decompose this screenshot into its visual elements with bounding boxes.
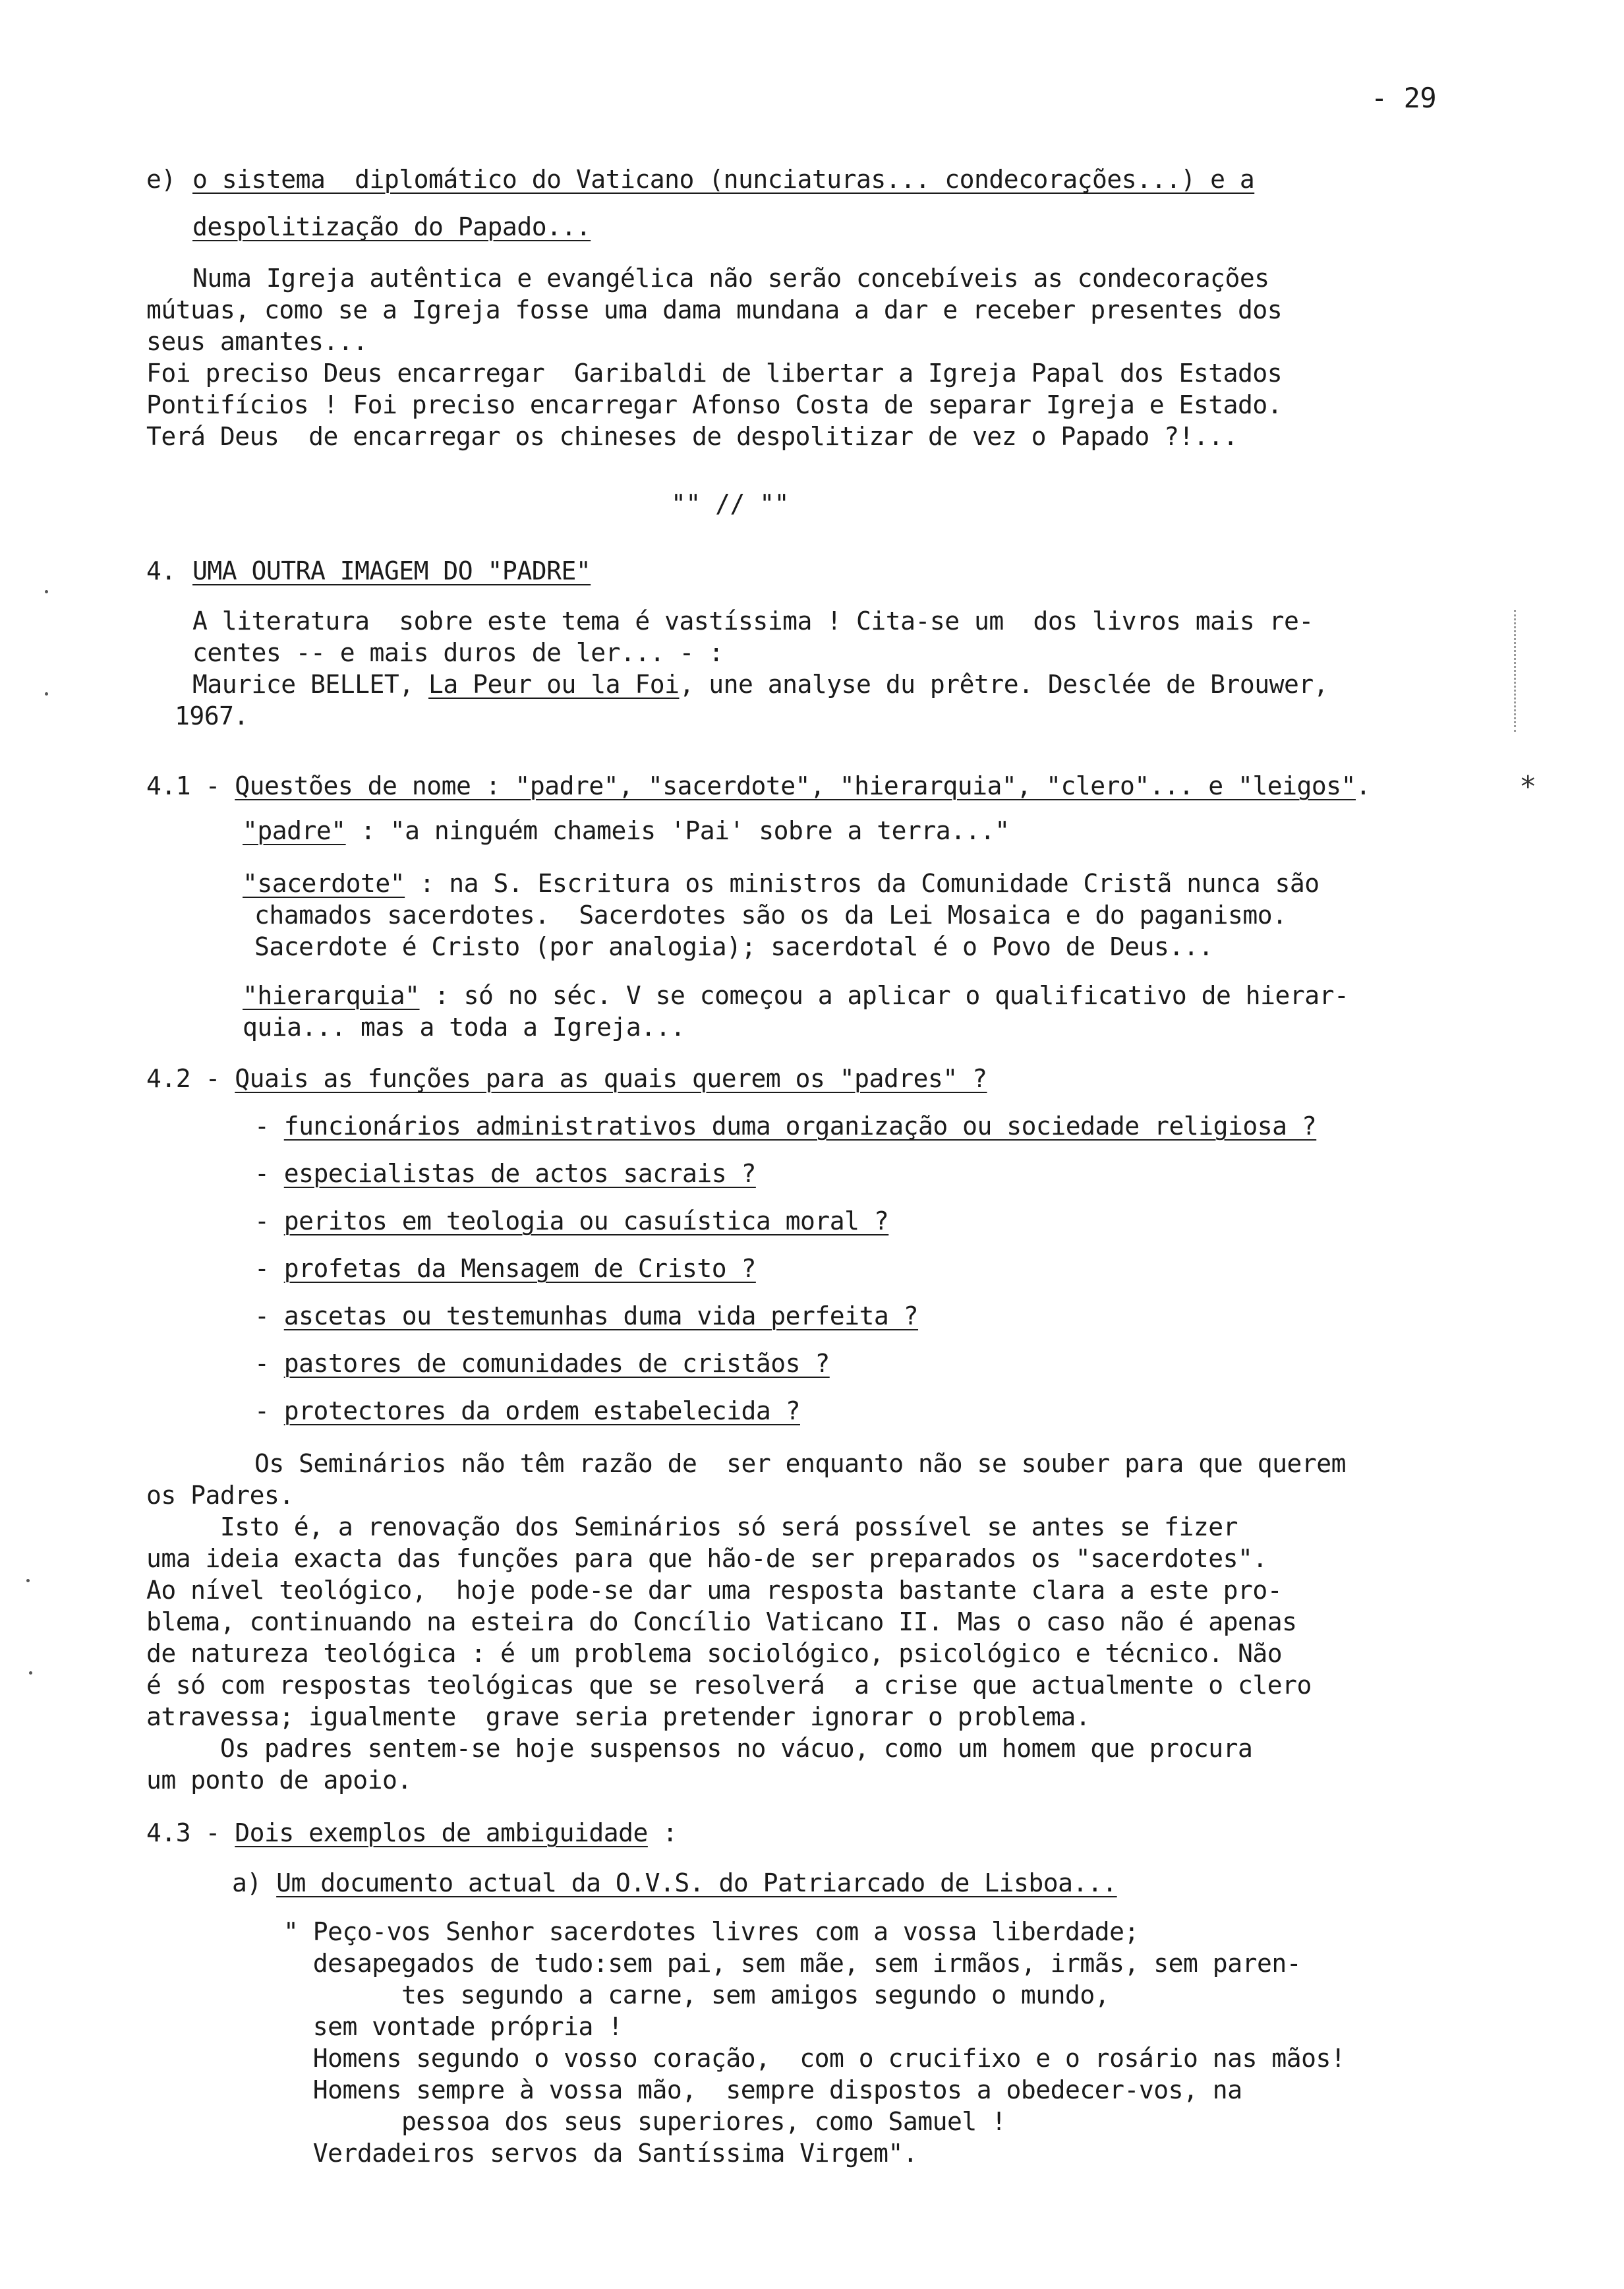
section-4-number: 4.: [146, 556, 176, 585]
section-e-para-line: Pontifícios ! Foi preciso encarregar Afonso Costa de separar Igreja e Estado.: [146, 390, 1283, 419]
sacerdote-line: [243, 868, 1320, 899]
reference-line: [192, 669, 1328, 700]
s42-para-line: é só com respostas teológicas que se resolverá a crise que actualmente o clero: [146, 1671, 1312, 1700]
s42-para-line: os Padres.: [146, 1481, 294, 1510]
s42-para-line: Os Seminários não têm razão de ser enquanto não se souber para que querem: [254, 1449, 1346, 1478]
section-e-para-line: Foi preciso Deus encarregar Garibaldi de libertar a Igreja Papal dos Estados: [146, 359, 1283, 388]
list-item: - especialistas de actos sacrais ?: [254, 1159, 756, 1188]
section-e-para-line: mútuas, como se a Igreja fosse uma dama mundana a dar e receber presentes dos: [146, 295, 1283, 324]
s42-para-line: um ponto de apoio.: [146, 1766, 412, 1795]
s41-title: Questões de nome : "padre", "sacerdote", "hierarquia", "clero"... e "leigos": [235, 771, 1356, 800]
list-item: - ascetas ou testemunhas duma vida perfeita ?: [254, 1301, 919, 1330]
s42-para-line: Os padres sentem-se hoje suspensos no vácuo, como um homem que procura: [146, 1734, 1253, 1763]
list-item-text: especialistas de actos sacrais ?: [283, 1159, 756, 1188]
list-item-text: pastores de comunidades de cristãos ?: [283, 1349, 830, 1378]
quote-line: pessoa dos seus superiores, como Samuel !: [283, 2107, 1006, 2136]
list-item-text: funcionários administrativos duma organização ou sociedade religiosa ?: [283, 1112, 1317, 1141]
section-e-heading-line1: o sistema diplomático do Vaticano (nunciaturas... condecorações...) e a: [192, 165, 1255, 194]
hierarquia-text: : só no séc. V se começou a aplicar o qualificativo de hierar-: [419, 981, 1349, 1010]
quote-line: desapegados de tudo:sem pai, sem mãe, sem irmãos, irmãs, sem paren-: [283, 1949, 1302, 1978]
s43-sub-prefix: a): [232, 1868, 277, 1897]
list-item: - profetas da Mensagem de Cristo ?: [254, 1254, 756, 1283]
quote-line: Homens sempre à vossa mão, sempre dispostos a obedecer-vos, na: [283, 2075, 1242, 2104]
section-e-heading-line2: despolitização do Papado...: [192, 212, 591, 241]
s43-title-end: :: [647, 1818, 678, 1847]
list-item-text: protectores da ordem estabelecida ?: [283, 1396, 800, 1425]
quote-line: Homens segundo o vosso coração, com o crucifixo e o rosário nas mãos!: [283, 2044, 1346, 2073]
s41-heading: [146, 770, 1370, 802]
sacerdote-line: chamados sacerdotes. Sacerdotes são os da Lei Mosaica e do paganismo.: [254, 901, 1287, 930]
scan-speck: [45, 692, 48, 696]
reference-rest: , une analyse du prêtre. Desclée de Brouwer,: [679, 670, 1329, 699]
s43-title: Dois exemplos de ambiguidade: [235, 1818, 648, 1847]
sacerdote-line: Sacerdote é Cristo (por analogia); sacerdotal é o Povo de Deus...: [254, 932, 1213, 961]
section-4-title: UMA OUTRA IMAGEM DO "PADRE": [192, 556, 591, 585]
s43-subheading: [232, 1867, 1117, 1899]
quote-line: sem vontade própria !: [283, 2012, 623, 2041]
scan-speck: [45, 590, 48, 593]
s42-number: 4.2 -: [146, 1064, 235, 1093]
quote-line: Verdadeiros servos da Santíssima Virgem".: [283, 2139, 918, 2168]
sacerdote-text: : na S. Escritura os ministros da Comunidade Cristã nunca são: [405, 869, 1320, 898]
s43-number: 4.3 -: [146, 1818, 235, 1847]
s42-heading: [146, 1063, 987, 1094]
list-item-text: ascetas ou testemunhas duma vida perfeita ?: [283, 1301, 919, 1330]
s42-para-line: de natureza teológica : é um problema sociológico, psicológico e técnico. Não: [146, 1639, 1283, 1668]
reference-author: Maurice BELLET,: [192, 670, 429, 699]
s41-number: 4.1 -: [146, 771, 235, 800]
s42-para-line: blema, continuando na esteira do Concílio Vaticano II. Mas o caso não é apenas: [146, 1607, 1297, 1636]
padre-line: [243, 815, 1010, 847]
s42-para-line: Ao nível teológico, hoje pode-se dar uma resposta bastante clara a este pro-: [146, 1576, 1283, 1605]
s43-sub-title: Um documento actual da O.V.S. do Patriarcado de Lisboa...: [276, 1868, 1117, 1897]
sacerdote-term: "sacerdote": [243, 869, 405, 898]
s42-para-line: atravessa; igualmente grave seria pretender ignorar o problema.: [146, 1702, 1091, 1731]
list-item-text: peritos em teologia ou casuística moral ?: [283, 1206, 889, 1235]
padre-term: "padre": [243, 816, 346, 845]
list-item: - pastores de comunidades de cristãos ?: [254, 1349, 830, 1378]
s41-title-end: .: [1356, 771, 1371, 800]
hierarquia-line: quia... mas a toda a Igreja...: [243, 1013, 685, 1042]
s43-heading: [146, 1817, 678, 1849]
list-item: - peritos em teologia ou casuística moral ?: [254, 1206, 889, 1235]
list-item-text: profetas da Mensagem de Cristo ?: [283, 1254, 756, 1283]
hierarquia-term: "hierarquia": [243, 981, 420, 1010]
reference-year: 1967.: [175, 701, 248, 730]
literature-line: centes -- e mais duros de ler... - :: [192, 638, 724, 667]
s42-title: Quais as funções para as quais querem os "padres" ?: [235, 1064, 987, 1093]
literature-line: A literatura sobre este tema é vastíssima ! Cita-se um dos livros mais re-: [192, 607, 1314, 636]
section-separator: "" // "": [671, 489, 790, 518]
section-e-para-line: Terá Deus de encarregar os chineses de despolitizar de vez o Papado ?!...: [146, 422, 1238, 451]
page-number: - 29: [1371, 82, 1437, 114]
margin-asterisk-mark: *: [1519, 770, 1537, 804]
list-item: - protectores da ordem estabelecida ?: [254, 1396, 800, 1425]
section-e-para-line: Numa Igreja autêntica e evangélica não serão concebíveis as condecorações: [192, 264, 1269, 293]
hierarquia-line: [243, 980, 1348, 1011]
list-item: - funcionários administrativos duma organização ou sociedade religiosa ?: [254, 1112, 1317, 1141]
scan-speck: [29, 1671, 32, 1675]
s42-para-line: Isto é, a renovação dos Seminários só será possível se antes se fizer: [146, 1512, 1238, 1541]
section-e-para-line: seus amantes...: [146, 327, 368, 356]
quote-line: tes segundo a carne, sem amigos segundo o mundo,: [283, 1980, 1110, 2009]
scan-speck: [26, 1579, 30, 1582]
margin-dotted-line: [1514, 610, 1516, 732]
quote-line: " Peço-vos Senhor sacerdotes livres com a vossa liberdade;: [283, 1917, 1139, 1946]
s42-para-line: uma ideia exacta das funções para que hão-de ser preparados os "sacerdotes".: [146, 1544, 1267, 1573]
padre-text: : "a ninguém chameis 'Pai' sobre a terra...": [345, 816, 1010, 845]
reference-title: La Peur ou la Foi: [428, 670, 680, 699]
section-e-label: e): [146, 165, 176, 194]
